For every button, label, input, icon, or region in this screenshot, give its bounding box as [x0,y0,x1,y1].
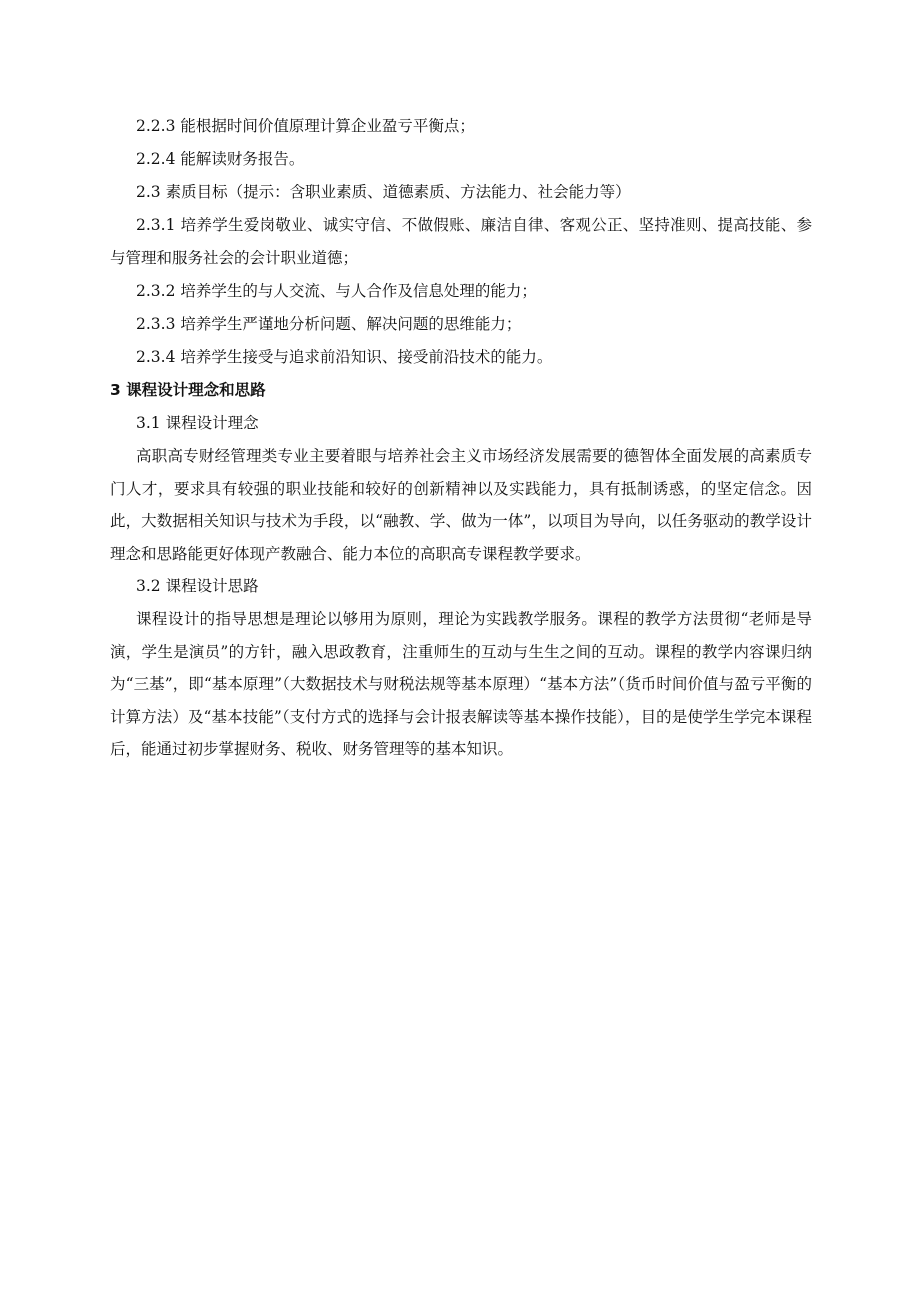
heading-3-2: 3.2 课程设计思路 [136,577,259,595]
item-2-2-4: 2.2.4 能解读财务报告。 [136,150,305,168]
item-2-3-4: 2.3.4 培养学生接受与追求前沿知识、接受前沿技术的能力。 [136,348,553,366]
section-3-heading: 3 课程设计理念和思路 [110,381,266,399]
item-2-3-3: 2.3.3 培养学生严谨地分析问题、解决问题的思维能力； [136,315,522,333]
paragraph-3-2: 课程设计的指导思想是理论以够用为原则，理论为实践教学服务。课程的教学方法贯彻“老师是导演，学生是演员”的方针，融入思政教育，注重师生的互动与生生之间的互动。课程的教学内容课归纳为“三基”，即“基本原理”（大数据技术与财税法规等基本原理）“基本方法”（货币时间价值与盈亏平衡的计算方法）及“基本技能”（支付方式的选择与会计报表解读等基本操作技能），目的是使学生学完本课程后，能通过初步掌握财务、税收、财务管理等的基本知识。 [110,610,812,758]
heading-2-3: 2.3 素质目标（提示：含职业素质、道德素质、方法能力、社会能力等） [136,183,631,201]
item-2-3-2: 2.3.2 培养学生的与人交流、与人合作及信息处理的能力； [136,282,537,300]
item-2-2-3: 2.2.3 能根据时间价值原理计算企业盈亏平衡点； [136,117,475,135]
heading-3-1: 3.1 课程设计理念 [136,414,259,432]
item-2-3-1: 2.3.1 培养学生爱岗敬业、诚实守信、不做假账、廉洁自律、客观公正、坚持准则、提高技能、参与管理和服务社会的会计职业道德； [110,216,812,267]
paragraph-3-1: 高职高专财经管理类专业主要着眼与培养社会主义市场经济发展需要的德智体全面发展的高素质专门人才，要求具有较强的职业技能和较好的创新精神以及实践能力，具有抵制诱惑，的坚定信念。因此，大数据相关知识与技术为手段，以“融教、学、做为一体”，以项目为导向，以任务驱动的教学设计理念和思路能更好体现产教融合、能力本位的高职高专课程教学要求。 [110,447,812,563]
document-body [110,110,810,766]
